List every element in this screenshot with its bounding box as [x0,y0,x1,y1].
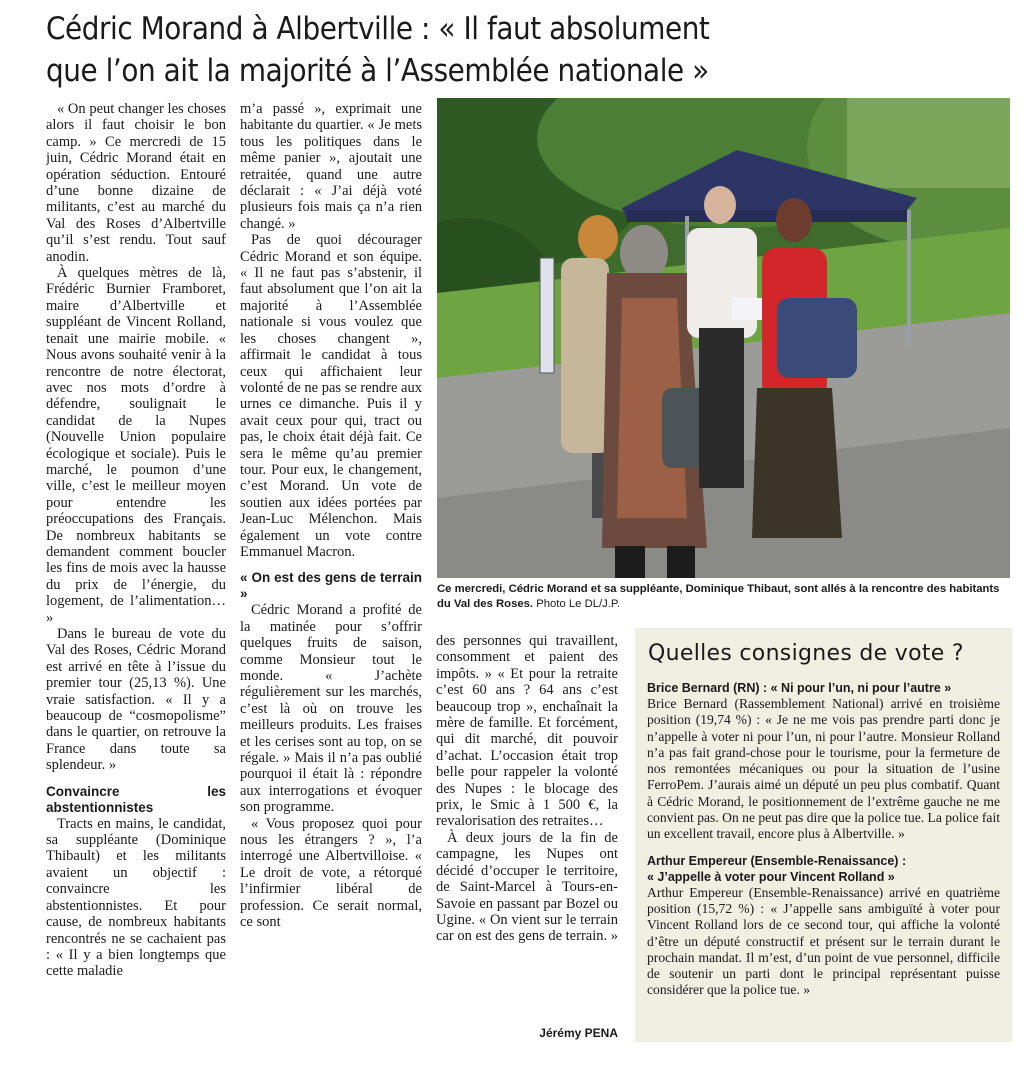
box-subheading: « J’appelle à voter pour Vincent Rolland » [647,869,895,884]
paragraph: Dans le bureau de vote du Val des Roses, Cédric Morand est arrivé en tête à l’issue du premier tour (25,13 %). Une vraie satisfaction. « Il y a beaucoup de “cosmopolisme” dans le quartier, on retrouve la France dans toute sa splendeur. » [46,626,226,774]
paragraph: des personnes qui travaillent, consomment et paient des impôts. » « Et pour la retraite c’est 60 ans ? 64 ans c’est beaucoup trop », enchaînait la mère de famille. Et forcément, qui dit marché, dit pouvoir d’achat. L’occasion était trop belle pour rappeler la volonté des Nupes : le blocage des prix, le Smic à 1 500 €, la revalorisation des retraites… [436,633,618,830]
paragraph: m’a passé », exprimait une habitante du quartier. « Je mets tous les politiques dans le même panier », ajoutait une retraitée, quand une autre déclarait : « J’ai déjà voté plusieurs fois mais ça n’a rien changé. » [240,101,422,232]
voting-instructions-box [635,628,1012,1042]
paragraph: Tracts en mains, le candidat, sa suppléante (Dominique Thibault) et les militants avaient un objectif : convaincre les abstentionnistes. Et pour cause, de nombreux habitants rencontrés ne se cachaient pas : « Il y a bien longtemps que cette maladie [46,815,226,980]
paragraph: À quelques mètres de là, Frédéric Burnier Framboret, maire d’Albertville et suppléant de Vincent Rolland, tenait une mairie mobile. « Nous avons souhaité venir à la rencontre de notre électorat, avec nos mots d’ordre à défendre, soulignait le candidat de la Nupes (Nouvelle Union populaire écologique et sociale). Puis le marché, le poumon d’une ville, c’est le meilleur moyen pour entendre les préoccupations des Français. De nombreux habitants se demandent comment boucler les fins de mois avec la hausse du prix de l’énergie, du logement, de l’alimentation… » [46,265,226,626]
subheading: Convaincre les abstentionnistes [46,783,226,815]
box-body [647,680,1000,999]
caption-text: Ce mercredi, Cédric Morand et sa suppléante, Dominique Thibaut, sont allés à la rencontre des habitants du Val des Roses. [437,583,1000,610]
box-title: Quelles consignes de vote ? [648,641,964,666]
box-paragraph: Brice Bernard (Rassemblement National) arrivé en troisième position (19,74 %) : « Je ne me vois pas prendre parti donc je n’appelle à voter ni pour l’un, ni pour l’autre. Monsieur Rolland n’a pas fait grand-chose pour le tourisme, pour la fermeture de nos remontées mécaniques ou pour la situation de l’usine FerroPem. J’aurais aimé un député un peu plus combatif. Quant à Cédric Morand, le positionnement de l’extrême gauche ne me convient pas. On ne peut pas dire que la police tue. La police fait un excellent travail, encore plus à Albertville. » [647,696,1000,842]
article-column-1 [46,101,226,1051]
box-subheading: Brice Bernard (RN) : « Ni pour l’un, ni pour l’autre » [647,681,952,695]
paragraph: À deux jours de la fin de campagne, les Nupes ont décidé d’occuper le territoire, de Saint-Marcel à Tours-en-Savoie en passant par Bozel ou Ugine. « On vient sur le terrain car on est des gens de terrain. » [436,829,618,945]
box-subheading: Arthur Empereur (Ensemble-Renaissance) : [647,853,907,868]
photo-credit: Photo Le DL/J.P. [536,598,621,610]
author-signature: Jérémy PENA [539,1026,618,1040]
news-photo [437,98,1010,578]
paragraph: « Vous proposez quoi pour nous les étrangers ? », l’a interrogé une Albertvilloise. « Le droit de vote, a rétorqué l’infirmier libéral de profession. Ce serait normal, ce sont [240,815,422,931]
headline-line-1: Cédric Morand à Albertville : « Il faut absolument [46,11,710,47]
paragraph: Pas de quoi décourager Cédric Morand et son équipe. « Il ne faut pas s’abstenir, il faut absolument que l’on ait la majorité à l’Assemblée nationale si vous voulez que les choses changent », affirmait le candidat à tous ceux qui affichaient leur volonté de ne pas se rendre aux urnes ce dimanche. Puis il y avait ceux pour qui, tract ou pas, le choix était déjà fait. Ce sera le même qu’au premier tour. Pour eux, le changement, c’est Morand. Un vote de soutien aux idées portées par Jean-Luc Mélenchon. Mais également un vote contre Emmanuel Macron. [240,232,422,560]
paragraph: Cédric Morand a profité de la matinée pour s’offrir quelques fruits de saison, comme Monsieur tout le monde. « J’achète régulièrement sur les marchés, c’est là où on trouve les meilleurs produits. Les fraises et les cerises sont au top, on se régale. » Mais il n’a pas oublié pourquoi il était là : répondre aux interrogations et évoquer son programme. [240,602,422,816]
article-column-2 [240,101,422,1051]
headline-line-2: que l’on ait la majorité à l’Assemblée nationale » [46,53,709,89]
photo-caption [437,582,1012,612]
box-paragraph: Arthur Empereur (Ensemble-Renaissance) arrivé en quatrième position (15,72 %) : « J’appelle sans ambiguïté à voter pour Vincent Rolland lors de ce second tour, qui affiche la volonté d’être un député constructif et présent sur le terrain durant le prochain mandat. Il m’est, d’un point de vue personnel, difficile de soutenir un parti dont le principal représentant puisse considérer que la police tue. » [647,884,1000,998]
paragraph: « On peut changer les choses alors il faut choisir le bon camp. » Ce mercredi de 15 juin, Cédric Morand était en opération séduction. Entouré d’une bonne dizaine de militants, c’est au marché du Val des Roses d’Albertville qu’il s’est rendu. Tout sauf anodin. [46,101,226,265]
subheading: « On est des gens de terrain » [240,570,422,602]
headline [46,8,910,92]
article-column-3 [436,633,618,1028]
